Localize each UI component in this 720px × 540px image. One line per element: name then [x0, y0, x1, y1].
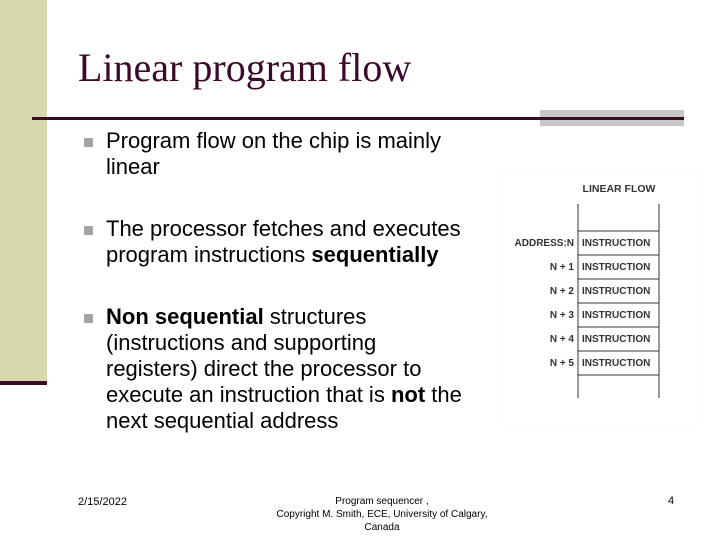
footer-date: 2/15/2022	[78, 496, 127, 508]
diagram-title: LINEAR FLOW	[582, 183, 656, 195]
sidebar-accent-line	[0, 381, 47, 385]
diagram-instruction-label: INSTRUCTION	[582, 286, 651, 297]
slide-number: 4	[668, 495, 675, 507]
diagram-address-label: N + 1	[549, 262, 574, 273]
slide-title: Linear program flow	[78, 45, 412, 90]
diagram-address-label: N + 2	[549, 286, 574, 297]
diagram-address-label: N + 4	[549, 334, 574, 345]
bullet-item-2	[84, 216, 474, 268]
bullet-3-emphasis-end: not	[390, 382, 426, 407]
bullet-2-text: The processor fetches and executes program instructions	[106, 216, 461, 267]
bullet-3-emphasis-start: Non sequential	[106, 304, 264, 329]
linear-flow-diagram	[504, 172, 696, 424]
footer-line-3: Canada	[364, 522, 400, 533]
diagram-instruction-label: INSTRUCTION	[582, 238, 651, 249]
footer-line-1: Program sequencer ,	[335, 496, 429, 507]
diagram-instruction-label: INSTRUCTION	[582, 334, 651, 345]
diagram-instruction-label: INSTRUCTION	[582, 310, 651, 321]
bullet-3-text-end: the next sequential address	[106, 382, 462, 433]
footer-copyright	[266, 495, 498, 534]
diagram-address-label: ADDRESS:N	[514, 238, 574, 249]
diagram-address-label: N + 5	[549, 358, 574, 369]
bullet-1-text: Program flow on the chip is mainly linear	[106, 128, 442, 179]
footer-line-2: Copyright M. Smith, ECE, University of Calgary,	[276, 509, 488, 520]
bullet-3-text: structures (instructions and supporting registers) direct the processor to execute an instruction that is	[106, 304, 422, 407]
diagram-instruction-label: INSTRUCTION	[582, 262, 651, 273]
square-bullet-icon	[84, 226, 93, 235]
diagram-address-label: N + 3	[549, 310, 574, 321]
diagram-instruction-label: INSTRUCTION	[582, 358, 651, 369]
bullet-item-1	[84, 128, 474, 180]
title-rule	[32, 117, 684, 120]
square-bullet-icon	[84, 138, 93, 147]
bullet-item-3	[84, 304, 474, 434]
square-bullet-icon	[84, 314, 93, 323]
sidebar-decoration	[0, 0, 47, 383]
bullet-2-emphasis: sequentially	[311, 242, 439, 267]
bullet-list	[84, 128, 474, 434]
